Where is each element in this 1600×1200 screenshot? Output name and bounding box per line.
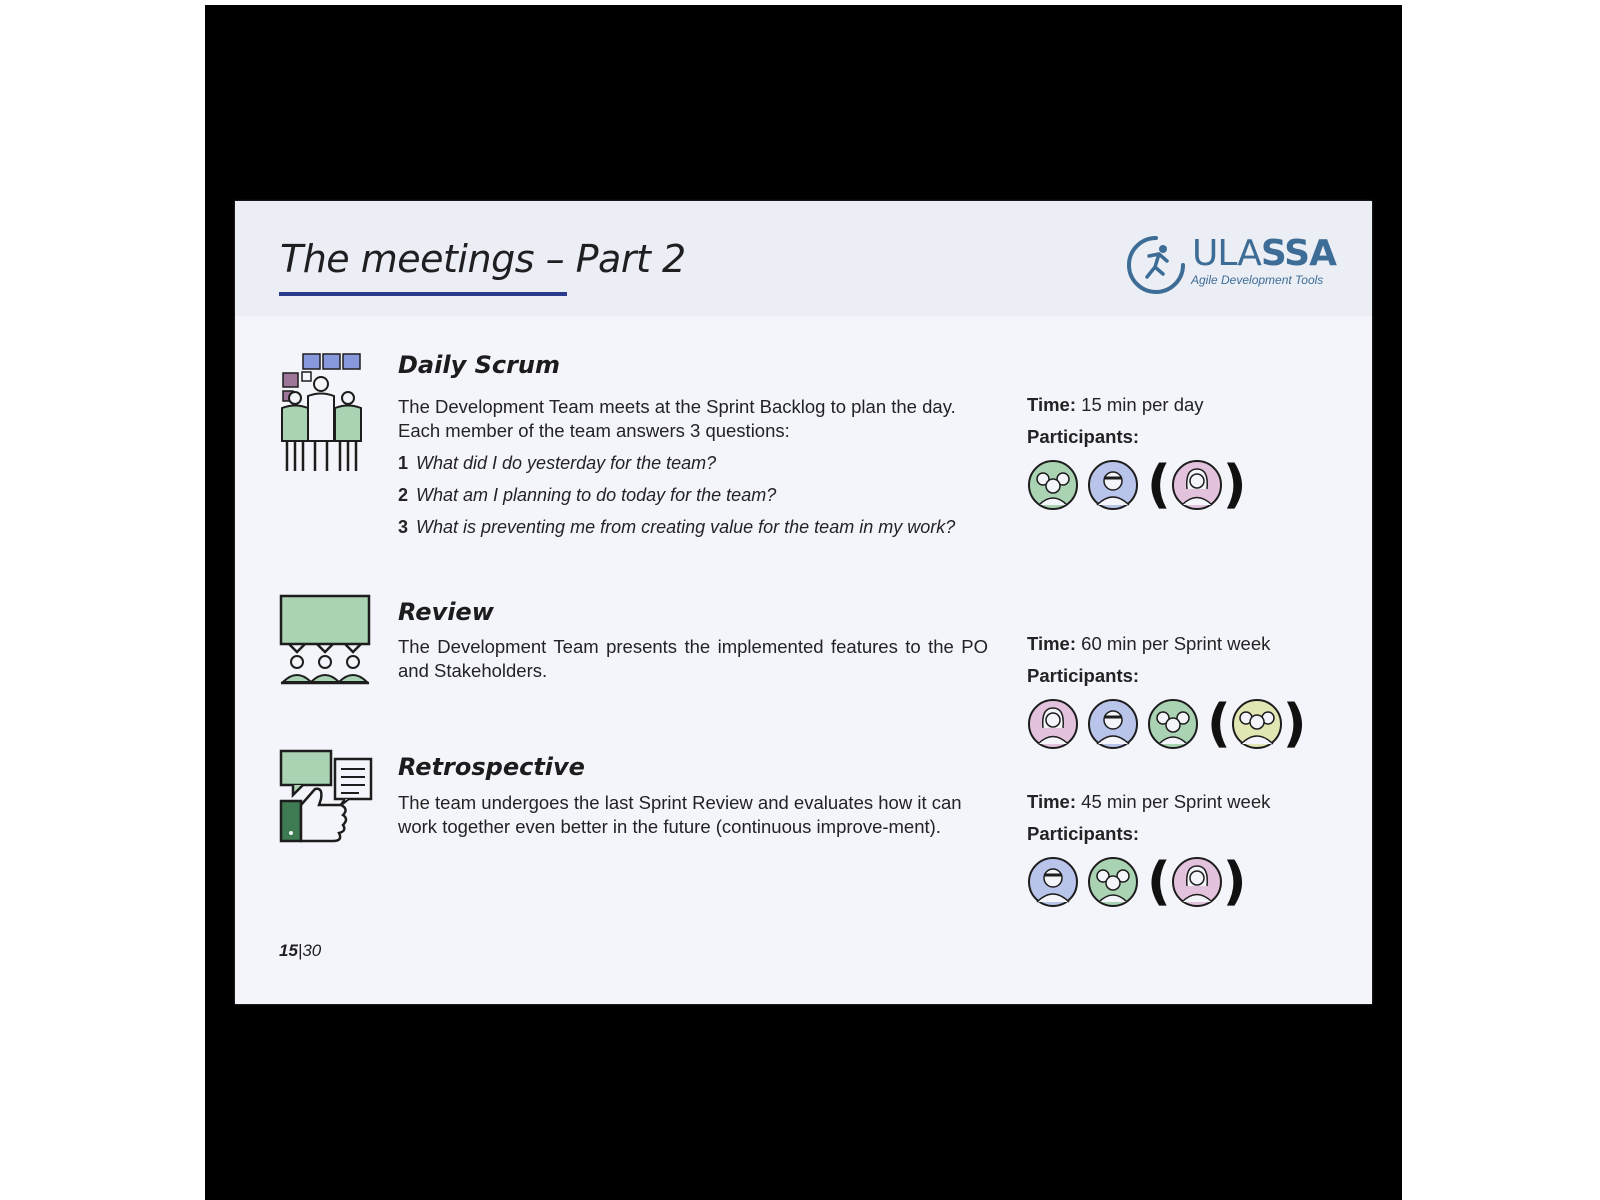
stakeholders-avatar-icon — [1231, 698, 1283, 750]
meeting-meta — [1027, 632, 1347, 754]
logo-wordmark: ULASSA — [1192, 233, 1336, 274]
optional-participants — [1147, 455, 1247, 515]
participants-avatars — [1027, 455, 1347, 515]
document-card — [235, 201, 1372, 1004]
section-title: Daily Scrum — [398, 351, 561, 379]
participants-label: Participants: — [1027, 823, 1140, 844]
question-item: 2 What am I planning to do today for the team? — [398, 485, 777, 505]
development-team-avatar-icon — [1147, 698, 1199, 750]
development-team-avatar-icon — [1087, 856, 1139, 908]
question-list — [398, 451, 988, 547]
feedback-thumbs-up-icon — [279, 749, 373, 845]
ulassa-logo — [1125, 231, 1350, 299]
open-paren-icon: ( — [1207, 694, 1231, 754]
question-item: 1 What did I do yesterday for the team? — [398, 453, 717, 473]
optional-participants — [1147, 852, 1247, 912]
close-paren-icon: ) — [1222, 455, 1247, 515]
section-description: The Development Team presents the implemented features to the PO and Stakeholders. — [398, 636, 988, 681]
section-description: The Development Team meets at the Sprint Backlog to plan the day. Each member of the team answers 3 questions: — [398, 396, 956, 441]
product-owner-avatar-icon — [1171, 459, 1223, 511]
question-item: 3 What is preventing me from creating value for the team in my work? — [398, 517, 956, 537]
meeting-meta — [1027, 393, 1347, 515]
scrum-master-avatar-icon — [1087, 698, 1139, 750]
section-title: Review — [398, 598, 494, 626]
development-team-avatar-icon — [1027, 459, 1079, 511]
product-owner-avatar-icon — [1171, 856, 1223, 908]
meeting-meta — [1027, 790, 1347, 912]
logo-tagline: Agile Development Tools — [1191, 273, 1324, 287]
scrum-master-avatar-icon — [1087, 459, 1139, 511]
participants-label: Participants: — [1027, 426, 1140, 447]
participants-avatars — [1027, 852, 1347, 912]
title-underline — [279, 292, 567, 296]
participants-label: Participants: — [1027, 665, 1140, 686]
product-owner-avatar-icon — [1027, 698, 1079, 750]
close-paren-icon: ) — [1282, 694, 1307, 754]
participants-avatars — [1027, 694, 1347, 754]
section-description: The team undergoes the last Sprint Review and evaluates how it can work together even better in the future (continuous improve-ment). — [398, 792, 962, 837]
close-paren-icon: ) — [1222, 852, 1247, 912]
runner-circle-icon — [1125, 234, 1187, 296]
optional-participants — [1207, 694, 1307, 754]
page-number: 15|30 — [279, 941, 322, 960]
open-paren-icon: ( — [1147, 852, 1171, 912]
page-title: The meetings – Part 2 — [280, 237, 686, 281]
section-title: Retrospective — [398, 753, 585, 781]
time-line: Time: 45 min per Sprint week — [1027, 791, 1271, 812]
presentation-audience-icon — [279, 594, 371, 686]
time-line: Time: 60 min per Sprint week — [1027, 633, 1271, 654]
scrum-master-avatar-icon — [1027, 856, 1079, 908]
team-at-board-icon — [279, 353, 363, 473]
open-paren-icon: ( — [1147, 455, 1171, 515]
time-line: Time: 15 min per day — [1027, 394, 1204, 415]
